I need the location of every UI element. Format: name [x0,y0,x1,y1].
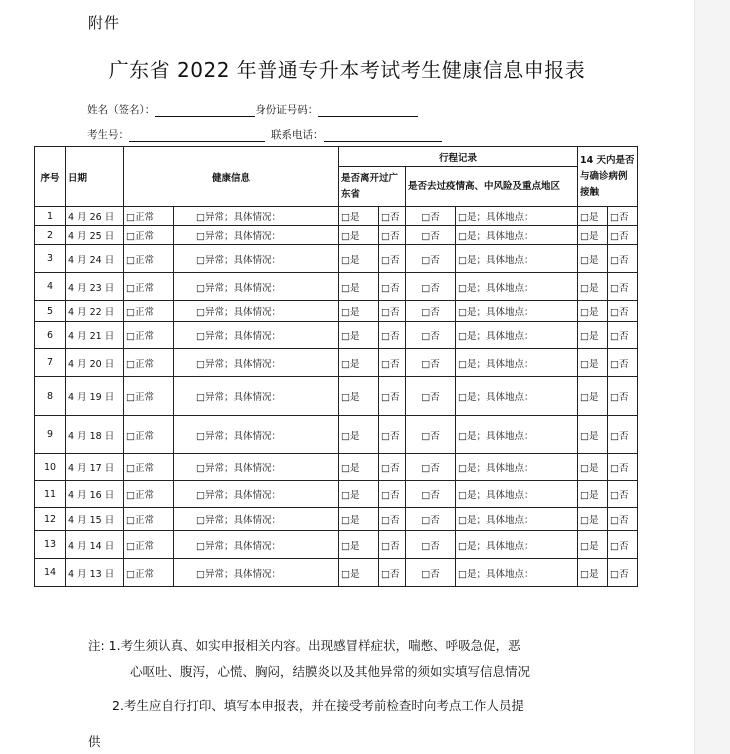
side-pane [694,0,730,754]
id-blank[interactable] [318,105,418,117]
header-travel: 行程记录 [339,147,578,167]
left-gd-yes-checkbox[interactable]: □是 [339,481,379,508]
left-gd-yes-checkbox[interactable]: □是 [339,245,379,273]
left-gd-yes-checkbox[interactable]: □是 [339,322,379,349]
contact-no-checkbox[interactable]: □否 [608,349,638,377]
health-abnormal-checkbox[interactable]: □异常；具体情况： [174,349,339,377]
attachment-label: 附件 [88,14,121,32]
row-date: 4 月 18 日 [66,416,124,454]
contact-yes-checkbox[interactable]: □是 [578,349,608,377]
risk-area-yes-checkbox[interactable]: □是；具体地点： [456,377,578,416]
contact-yes-checkbox[interactable]: □是 [578,226,608,245]
left-gd-yes-checkbox[interactable]: □是 [339,349,379,377]
header-health: 健康信息 [124,147,339,207]
risk-area-yes-checkbox[interactable]: □是；具体地点： [456,273,578,301]
health-abnormal-checkbox[interactable]: □异常；具体情况： [174,301,339,322]
health-normal-checkbox[interactable]: □正常 [124,559,174,587]
row-date: 4 月 15 日 [66,508,124,531]
risk-area-no-checkbox[interactable]: □否 [406,377,456,416]
table-row [35,377,638,416]
health-abnormal-checkbox[interactable]: □异常；具体情况： [174,273,339,301]
health-normal-checkbox[interactable]: □正常 [124,207,174,226]
table-row [35,349,638,377]
left-gd-no-checkbox[interactable]: □否 [379,349,406,377]
contact-no-checkbox[interactable]: □否 [608,531,638,559]
table-row [35,322,638,349]
health-abnormal-checkbox[interactable]: □异常；具体情况： [174,377,339,416]
table-row [35,207,638,226]
risk-area-yes-checkbox[interactable]: □是；具体地点： [456,481,578,508]
table-row [35,416,638,454]
field-row-name-id [87,102,418,117]
health-abnormal-checkbox[interactable]: □异常；具体情况： [174,508,339,531]
header-seq: 序号 [35,147,66,207]
table-row [35,245,638,273]
health-declaration-table [34,146,638,587]
health-normal-checkbox[interactable]: □正常 [124,301,174,322]
left-gd-no-checkbox[interactable]: □否 [379,207,406,226]
table-row [35,226,638,245]
row-seq: 14 [35,559,66,587]
contact-no-checkbox[interactable]: □否 [608,322,638,349]
left-gd-yes-checkbox[interactable]: □是 [339,454,379,481]
risk-area-no-checkbox[interactable]: □否 [406,273,456,301]
risk-area-no-checkbox[interactable]: □否 [406,245,456,273]
note-line-2: 心呕吐、腹泻，心慌、胸闷，结膜炎以及其他异常的须如实填写信息情况 [130,664,531,679]
risk-area-no-checkbox[interactable]: □否 [406,508,456,531]
row-seq: 13 [35,531,66,559]
risk-area-no-checkbox[interactable]: □否 [406,531,456,559]
row-date: 4 月 25 日 [66,226,124,245]
row-date: 4 月 17 日 [66,454,124,481]
health-normal-checkbox[interactable]: □正常 [124,454,174,481]
row-date: 4 月 13 日 [66,559,124,587]
row-seq: 12 [35,508,66,531]
left-gd-yes-checkbox[interactable]: □是 [339,531,379,559]
row-seq: 7 [35,349,66,377]
contact-yes-checkbox[interactable]: □是 [578,454,608,481]
contact-no-checkbox[interactable]: □否 [608,377,638,416]
risk-area-no-checkbox[interactable]: □否 [406,454,456,481]
risk-area-yes-checkbox[interactable]: □是；具体地点： [456,508,578,531]
table-row [35,273,638,301]
left-gd-no-checkbox[interactable]: □否 [379,559,406,587]
left-gd-no-checkbox[interactable]: □否 [379,322,406,349]
left-gd-no-checkbox[interactable]: □否 [379,454,406,481]
health-normal-checkbox[interactable]: □正常 [124,481,174,508]
risk-area-no-checkbox[interactable]: □否 [406,349,456,377]
left-gd-no-checkbox[interactable]: □否 [379,481,406,508]
row-date: 4 月 21 日 [66,322,124,349]
field-row-exam-phone [87,127,442,142]
risk-area-yes-checkbox[interactable]: □是；具体地点： [456,245,578,273]
row-seq: 2 [35,226,66,245]
row-seq: 10 [35,454,66,481]
risk-area-yes-checkbox[interactable]: □是；具体地点： [456,416,578,454]
health-normal-checkbox[interactable]: □正常 [124,531,174,559]
contact-yes-checkbox[interactable]: □是 [578,481,608,508]
page-title: 广东省 2022 年普通专升本考试考生健康信息申报表 [108,58,586,82]
health-normal-checkbox[interactable]: □正常 [124,226,174,245]
contact-no-checkbox[interactable]: □否 [608,481,638,508]
health-normal-checkbox[interactable]: □正常 [124,508,174,531]
table-row [35,531,638,559]
contact-yes-checkbox[interactable]: □是 [578,245,608,273]
note-line-4: 供 [88,734,101,749]
health-abnormal-checkbox[interactable]: □异常；具体情况： [174,481,339,508]
risk-area-yes-checkbox[interactable]: □是；具体地点： [456,349,578,377]
row-seq: 1 [35,207,66,226]
health-abnormal-checkbox[interactable]: □异常；具体情况： [174,559,339,587]
table-row [35,481,638,508]
contact-no-checkbox[interactable]: □否 [608,301,638,322]
contact-no-checkbox[interactable]: □否 [608,454,638,481]
health-abnormal-checkbox[interactable]: □异常；具体情况： [174,245,339,273]
health-normal-checkbox[interactable]: □正常 [124,245,174,273]
left-gd-no-checkbox[interactable]: □否 [379,245,406,273]
health-abnormal-checkbox[interactable]: □异常；具体情况： [174,226,339,245]
health-normal-checkbox[interactable]: □正常 [124,322,174,349]
risk-area-no-checkbox[interactable]: □否 [406,416,456,454]
contact-yes-checkbox[interactable]: □是 [578,559,608,587]
table-row [35,559,638,587]
left-gd-no-checkbox[interactable]: □否 [379,531,406,559]
phone-blank[interactable] [324,130,442,142]
left-gd-yes-checkbox[interactable]: □是 [339,377,379,416]
row-date: 4 月 19 日 [66,377,124,416]
health-abnormal-checkbox[interactable]: □异常；具体情况： [174,207,339,226]
table-row [35,301,638,322]
row-seq: 5 [35,301,66,322]
row-date: 4 月 23 日 [66,273,124,301]
health-normal-checkbox[interactable]: □正常 [124,416,174,454]
risk-area-no-checkbox[interactable]: □否 [406,559,456,587]
risk-area-no-checkbox[interactable]: □否 [406,207,456,226]
contact-yes-checkbox[interactable]: □是 [578,377,608,416]
contact-yes-checkbox[interactable]: □是 [578,301,608,322]
risk-area-no-checkbox[interactable]: □否 [406,322,456,349]
left-gd-yes-checkbox[interactable]: □是 [339,301,379,322]
risk-area-yes-checkbox[interactable]: □是；具体地点： [456,226,578,245]
row-date: 4 月 24 日 [66,245,124,273]
left-gd-no-checkbox[interactable]: □否 [379,508,406,531]
contact-no-checkbox[interactable]: □否 [608,245,638,273]
left-gd-no-checkbox[interactable]: □否 [379,377,406,416]
exam-no-label: 考生号： [87,129,129,141]
row-date: 4 月 22 日 [66,301,124,322]
contact-yes-checkbox[interactable]: □是 [578,207,608,226]
left-gd-yes-checkbox[interactable]: □是 [339,508,379,531]
left-gd-no-checkbox[interactable]: □否 [379,226,406,245]
note-line-1: 注: 1.考生须认真、如实申报相关内容。出现感冒样症状，喘憋、呼吸急促，恶 [88,638,521,653]
contact-yes-checkbox[interactable]: □是 [578,273,608,301]
row-date: 4 月 16 日 [66,481,124,508]
health-abnormal-checkbox[interactable]: □异常；具体情况： [174,454,339,481]
left-gd-yes-checkbox[interactable]: □是 [339,273,379,301]
header-date: 日期 [66,147,124,207]
name-label: 姓名（签名）： [87,104,156,116]
contact-no-checkbox[interactable]: □否 [608,226,638,245]
contact-no-checkbox[interactable]: □否 [608,559,638,587]
left-gd-yes-checkbox[interactable]: □是 [339,559,379,587]
contact-yes-checkbox[interactable]: □是 [578,508,608,531]
table-row [35,454,638,481]
left-gd-no-checkbox[interactable]: □否 [379,416,406,454]
risk-area-no-checkbox[interactable]: □否 [406,226,456,245]
left-gd-no-checkbox[interactable]: □否 [379,301,406,322]
risk-area-yes-checkbox[interactable]: □是；具体地点： [456,322,578,349]
health-abnormal-checkbox[interactable]: □异常；具体情况： [174,322,339,349]
row-seq: 4 [35,273,66,301]
contact-no-checkbox[interactable]: □否 [608,273,638,301]
health-normal-checkbox[interactable]: □正常 [124,273,174,301]
header-contact: 14 天内是否与确诊病例接触 [578,147,638,207]
contact-no-checkbox[interactable]: □否 [608,508,638,531]
row-date: 4 月 26 日 [66,207,124,226]
health-abnormal-checkbox[interactable]: □异常；具体情况： [174,531,339,559]
contact-yes-checkbox[interactable]: □是 [578,531,608,559]
left-gd-yes-checkbox[interactable]: □是 [339,416,379,454]
risk-area-yes-checkbox[interactable]: □是；具体地点： [456,559,578,587]
risk-area-no-checkbox[interactable]: □否 [406,481,456,508]
row-seq: 11 [35,481,66,508]
row-seq: 9 [35,416,66,454]
risk-area-yes-checkbox[interactable]: □是；具体地点： [456,454,578,481]
risk-area-yes-checkbox[interactable]: □是；具体地点： [456,531,578,559]
row-seq: 6 [35,322,66,349]
contact-yes-checkbox[interactable]: □是 [578,322,608,349]
table-row [35,508,638,531]
left-gd-no-checkbox[interactable]: □否 [379,273,406,301]
contact-yes-checkbox[interactable]: □是 [578,416,608,454]
id-label: 身份证号码： [255,104,319,116]
phone-label: 联系电话： [271,129,324,141]
risk-area-no-checkbox[interactable]: □否 [406,301,456,322]
row-date: 4 月 20 日 [66,349,124,377]
risk-area-yes-checkbox[interactable]: □是；具体地点： [456,207,578,226]
row-seq: 8 [35,377,66,416]
health-normal-checkbox[interactable]: □正常 [124,349,174,377]
contact-no-checkbox[interactable]: □否 [608,416,638,454]
row-seq: 3 [35,245,66,273]
risk-area-yes-checkbox[interactable]: □是；具体地点： [456,301,578,322]
header-risk-area: 是否去过疫情高、中风险及重点地区 [406,167,578,207]
note-line-3: 2.考生应自行打印、填写本申报表，并在接受考前检查时向考点工作人员提 [112,698,524,713]
name-blank[interactable] [155,105,255,117]
health-normal-checkbox[interactable]: □正常 [124,377,174,416]
exam-no-blank[interactable] [129,130,265,142]
health-abnormal-checkbox[interactable]: □异常；具体情况： [174,416,339,454]
row-date: 4 月 14 日 [66,531,124,559]
left-gd-yes-checkbox[interactable]: □是 [339,207,379,226]
left-gd-yes-checkbox[interactable]: □是 [339,226,379,245]
contact-no-checkbox[interactable]: □否 [608,207,638,226]
header-left-gd: 是否离开过广东省 [339,167,406,207]
